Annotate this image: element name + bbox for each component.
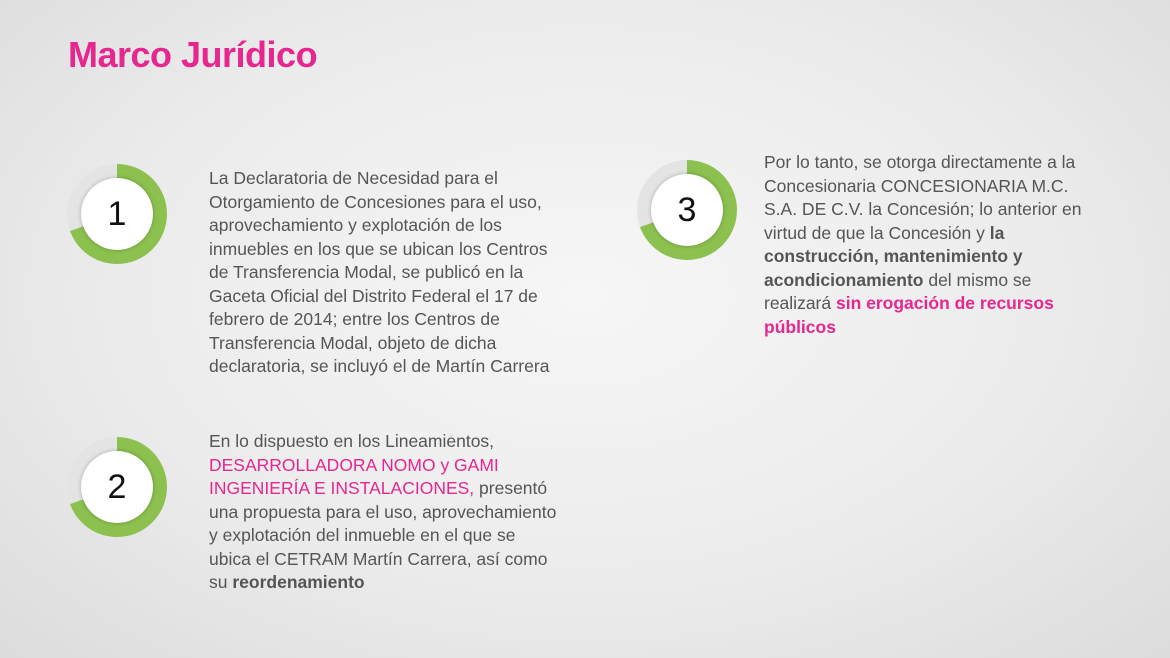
step-3-text-fragment: realizará [764,293,836,313]
step-2-line: En lo dispuesto en los Lineamientos, [209,431,495,451]
step-3-line: Por lo tanto, se otorga directamente a la [764,152,1076,172]
step-1-text [209,167,549,379]
step-2-bold: reordenamiento [232,572,365,592]
step-2-text [209,430,556,595]
step-3-line: S.A. DE C.V. la Concesión; lo anterior en [764,199,1082,219]
step-1-line: aprovechamiento y explotación de los [209,215,502,235]
step-3-highlight: públicos [764,316,836,337]
step-3-line [764,292,1081,316]
step-2-line [209,571,556,595]
step-2-line [209,477,556,501]
step-3-line [764,222,1081,246]
step-2-highlight: DESARROLLADORA NOMO y GAMI [209,454,499,475]
step-1-line: Gaceta Oficial del Distrito Federal el 17 de [209,285,538,306]
step-2-number: 2 [81,451,153,523]
step-3-line: Concesionaria CONCESIONARIA M.C. [764,175,1069,196]
step-3-text-fragment: virtud de que la Concesión y [764,222,990,243]
step-2-highlight: INGENIERÍA E INSTALACIONES, [209,478,475,498]
step-3-bold: la [989,222,1005,243]
step-1-line: febrero de 2014; entre los Centros de [209,309,500,329]
step-3-highlight: sin erogación de recursos [835,293,1054,313]
step-2-line: y explotación del inmueble en el que se [209,525,516,545]
step-3-badge [637,160,737,260]
step-3-bold: acondicionamiento [764,269,924,290]
page-title: Marco Jurídico [68,34,318,75]
step-1-number: 1 [81,178,153,250]
step-2-text-fragment: su [209,572,233,592]
step-3-line [764,316,1081,340]
step-2-text-fragment: presentó [474,478,548,498]
step-3-text [764,151,1081,339]
step-3-text-fragment: del mismo se [923,269,1032,290]
step-3-line [764,245,1081,269]
step-1-line: Otorgamiento de Concesiones para el uso, [209,191,542,212]
step-2-line: una propuesta para el uso, aprovechamiento [209,501,557,522]
step-1-line: La Declaratoria de Necesidad para el [209,168,498,188]
step-3-line [764,269,1081,293]
step-3-number: 3 [651,174,723,246]
step-1-badge [67,164,167,264]
step-1-line: de Transferencia Modal, se publicó en la [209,262,524,282]
step-3-bold: construcción, mantenimiento y [764,246,1023,266]
step-1-line: declaratoria, se incluyó el de Martín Carrera [209,356,550,376]
step-2-badge [67,437,167,537]
step-1-line: inmuebles en los que se ubican los Centros [209,238,548,259]
step-1-line: Transferencia Modal, objeto de dicha [209,332,497,353]
step-2-line: ubica el CETRAM Martín Carrera, así como [209,548,548,569]
